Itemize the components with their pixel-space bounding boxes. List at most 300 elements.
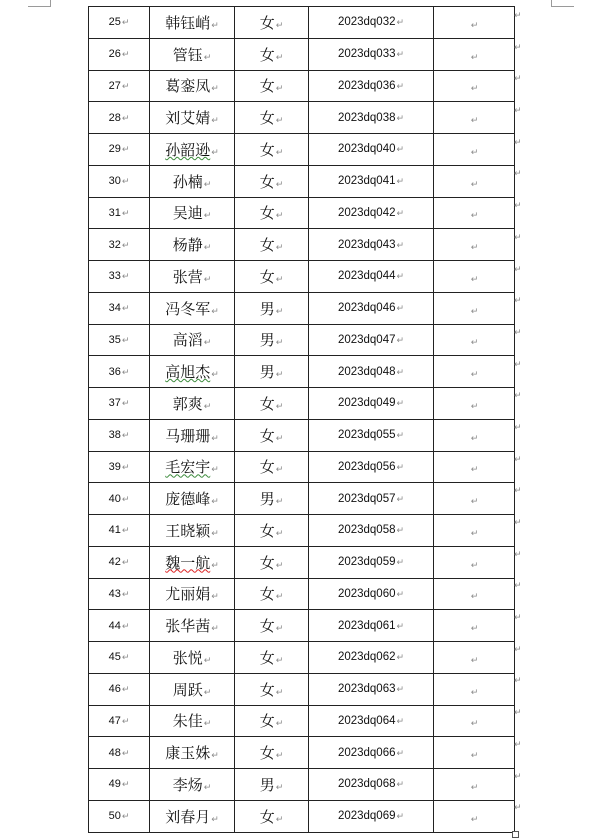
student-gender[interactable] [235, 673, 309, 705]
table-row [89, 229, 515, 261]
cell-end-mark: ↵ [396, 113, 405, 124]
cell-end-mark: ↵ [275, 433, 284, 444]
cell-end-mark: ↵ [470, 528, 479, 539]
student-gender-text: 女 [259, 426, 275, 445]
cell-end-mark: ↵ [470, 84, 479, 95]
table-row [89, 38, 515, 70]
student-id-text: 2023dq056 [337, 460, 396, 473]
row-number[interactable] [89, 165, 150, 197]
table-row [89, 356, 515, 388]
student-gender[interactable] [235, 642, 309, 674]
row-number-text: 35 [108, 333, 121, 346]
student-id-text: 2023dq043 [337, 238, 396, 251]
row-number[interactable] [89, 578, 150, 610]
cell-end-mark: ↵ [470, 687, 479, 698]
cell-end-mark: ↵ [396, 50, 405, 61]
student-name-text: 毛宏宇 [165, 458, 211, 477]
cell-end-mark: ↵ [470, 719, 479, 730]
cell-end-mark: ↵ [275, 179, 284, 190]
remarks-cell[interactable] [434, 261, 515, 293]
student-name[interactable] [150, 610, 235, 642]
student-id[interactable] [309, 165, 434, 197]
cell-end-mark: ↵ [275, 751, 284, 762]
row-number[interactable] [89, 356, 150, 388]
student-name[interactable] [150, 38, 235, 70]
remarks-cell[interactable] [434, 451, 515, 483]
table-row [89, 70, 515, 102]
student-id[interactable] [309, 800, 434, 832]
cell-end-mark: ↵ [470, 116, 479, 127]
remarks-cell[interactable] [434, 102, 515, 134]
student-name[interactable] [150, 70, 235, 102]
cell-end-mark: ↵ [470, 274, 479, 285]
cell-end-mark: ↵ [470, 751, 479, 762]
cell-end-mark: ↵ [121, 335, 130, 346]
student-gender-text: 女 [259, 236, 275, 255]
student-id-text: 2023dq040 [337, 143, 396, 156]
student-id[interactable] [309, 705, 434, 737]
student-id[interactable] [309, 356, 434, 388]
student-gender-text: 女 [259, 172, 275, 191]
remarks-cell[interactable] [434, 483, 515, 515]
student-gender[interactable] [235, 229, 309, 261]
cell-end-mark: ↵ [275, 782, 284, 793]
remarks-cell[interactable] [434, 165, 515, 197]
cell-end-mark: ↵ [470, 147, 479, 158]
row-number-text: 40 [108, 492, 121, 505]
cell-end-mark: ↵ [121, 113, 130, 124]
remarks-cell[interactable] [434, 610, 515, 642]
table-row [89, 515, 515, 547]
cell-end-mark: ↵ [203, 401, 212, 412]
cell-end-mark: ↵ [211, 592, 219, 603]
table-row [89, 261, 515, 293]
student-id[interactable] [309, 70, 434, 102]
cell-end-mark: ↵ [275, 338, 284, 349]
student-name-text: 康玉姝 [165, 744, 211, 763]
student-gender-text: 女 [259, 712, 275, 731]
row-number[interactable] [89, 102, 150, 134]
student-name-text: 韩钰峭 [165, 13, 211, 32]
row-number-text: 42 [108, 556, 121, 569]
cell-end-mark: ↵ [470, 306, 479, 317]
row-number-text: 46 [108, 683, 121, 696]
remarks-cell[interactable] [434, 546, 515, 578]
cell-end-mark: ↵ [211, 306, 219, 317]
student-id[interactable] [309, 642, 434, 674]
cell-end-mark: ↵ [121, 367, 130, 378]
remarks-cell[interactable] [434, 800, 515, 832]
cell-end-mark: ↵ [275, 560, 284, 571]
cell-end-mark: ↵ [275, 624, 284, 635]
student-roster-table [88, 6, 515, 833]
cell-end-mark: ↵ [470, 52, 479, 63]
table-row [89, 419, 515, 451]
student-gender[interactable] [235, 769, 309, 801]
student-id-text: 2023dq041 [337, 175, 396, 188]
student-gender[interactable] [235, 610, 309, 642]
student-gender[interactable] [235, 451, 309, 483]
student-name[interactable] [150, 388, 235, 420]
cell-end-mark: ↵ [396, 145, 405, 156]
student-name[interactable] [150, 7, 235, 39]
student-id-text: 2023dq059 [337, 556, 396, 569]
row-number[interactable] [89, 38, 150, 70]
student-gender[interactable] [235, 419, 309, 451]
student-name[interactable] [150, 134, 235, 166]
student-id-text: 2023dq038 [337, 111, 396, 124]
student-name-text: 王晓颖 [165, 521, 211, 540]
row-number-text: 37 [108, 397, 121, 410]
cell-end-mark: ↵ [211, 433, 219, 444]
table-row [89, 705, 515, 737]
row-number-text: 39 [108, 460, 121, 473]
row-end-mark: ↵ [514, 739, 522, 750]
student-name-text: 高滔 [172, 331, 203, 350]
page-corner-mark-left [28, 0, 51, 7]
remarks-cell[interactable] [434, 673, 515, 705]
cell-end-mark: ↵ [470, 465, 479, 476]
row-number-text: 25 [108, 16, 121, 29]
cell-end-mark: ↵ [275, 655, 284, 666]
student-gender-text: 男 [259, 775, 275, 794]
student-name[interactable] [150, 578, 235, 610]
row-number-text: 41 [108, 524, 121, 537]
student-id[interactable] [309, 515, 434, 547]
table-resize-handle[interactable] [512, 831, 519, 838]
row-number[interactable] [89, 229, 150, 261]
cell-end-mark: ↵ [396, 272, 405, 283]
remarks-cell[interactable] [434, 737, 515, 769]
student-name[interactable] [150, 800, 235, 832]
row-number[interactable] [89, 451, 150, 483]
student-id-text: 2023dq069 [337, 810, 396, 823]
row-number[interactable] [89, 324, 150, 356]
student-id-text: 2023dq033 [337, 48, 396, 61]
table-row [89, 610, 515, 642]
student-name-text: 周跃 [172, 680, 203, 699]
row-end-mark: ↵ [514, 327, 522, 338]
row-number[interactable] [89, 134, 150, 166]
student-gender[interactable] [235, 546, 309, 578]
row-end-mark: ↵ [514, 201, 522, 212]
cell-end-mark: ↵ [211, 84, 219, 95]
table-row [89, 7, 515, 39]
remarks-cell[interactable] [434, 578, 515, 610]
student-gender-text: 女 [259, 807, 275, 826]
remarks-cell[interactable] [434, 515, 515, 547]
student-name[interactable] [150, 197, 235, 229]
student-gender[interactable] [235, 261, 309, 293]
student-id[interactable] [309, 324, 434, 356]
row-number[interactable] [89, 642, 150, 674]
row-end-mark: ↵ [514, 359, 522, 370]
row-number[interactable] [89, 515, 150, 547]
student-gender[interactable] [235, 705, 309, 737]
student-name[interactable] [150, 165, 235, 197]
row-number[interactable] [89, 800, 150, 832]
student-name-text: 杨静 [172, 236, 203, 255]
student-id-text: 2023dq044 [337, 270, 396, 283]
student-name[interactable] [150, 261, 235, 293]
cell-end-mark: ↵ [275, 147, 284, 158]
cell-end-mark: ↵ [211, 528, 219, 539]
student-name[interactable] [150, 705, 235, 737]
cell-end-mark: ↵ [203, 338, 212, 349]
student-name-text: 刘艾婧 [165, 109, 211, 128]
student-id[interactable] [309, 769, 434, 801]
student-id[interactable] [309, 388, 434, 420]
cell-end-mark: ↵ [121, 621, 130, 632]
student-gender[interactable] [235, 578, 309, 610]
student-gender-text: 女 [259, 617, 275, 636]
cell-end-mark: ↵ [275, 528, 284, 539]
cell-end-mark: ↵ [203, 274, 212, 285]
student-name-text: 葛銮凤 [165, 77, 211, 96]
page-corner-mark-right [551, 0, 574, 7]
cell-end-mark: ↵ [396, 18, 405, 29]
cell-end-mark: ↵ [211, 147, 219, 158]
remarks-cell[interactable] [434, 7, 515, 39]
row-number-text: 29 [108, 143, 121, 156]
student-name[interactable] [150, 737, 235, 769]
cell-end-mark: ↵ [396, 812, 405, 823]
student-id[interactable] [309, 38, 434, 70]
remarks-cell[interactable] [434, 419, 515, 451]
row-end-mark: ↵ [514, 676, 522, 687]
student-name[interactable] [150, 642, 235, 674]
student-gender[interactable] [235, 356, 309, 388]
row-end-mark: ↵ [514, 296, 522, 307]
row-number[interactable] [89, 388, 150, 420]
student-name-text: 高旭杰 [165, 363, 211, 382]
cell-end-mark: ↵ [121, 81, 130, 92]
cell-end-mark: ↵ [275, 719, 284, 730]
student-gender-text: 女 [259, 521, 275, 540]
student-name-text: 尤丽娟 [165, 585, 211, 604]
student-id[interactable] [309, 419, 434, 451]
cell-end-mark: ↵ [275, 274, 284, 285]
student-gender[interactable] [235, 7, 309, 39]
row-number[interactable] [89, 197, 150, 229]
cell-end-mark: ↵ [275, 211, 284, 222]
student-name[interactable] [150, 451, 235, 483]
student-name[interactable] [150, 356, 235, 388]
cell-end-mark: ↵ [396, 494, 405, 505]
remarks-cell[interactable] [434, 134, 515, 166]
row-number[interactable] [89, 483, 150, 515]
student-id[interactable] [309, 134, 434, 166]
student-id[interactable] [309, 261, 434, 293]
cell-end-mark: ↵ [203, 687, 212, 698]
cell-end-mark: ↵ [211, 370, 219, 381]
row-end-mark: ↵ [514, 771, 522, 782]
cell-end-mark: ↵ [121, 177, 130, 188]
remarks-cell[interactable] [434, 70, 515, 102]
student-gender-text: 女 [259, 267, 275, 286]
student-name[interactable] [150, 673, 235, 705]
cell-end-mark: ↵ [275, 52, 284, 63]
student-name[interactable] [150, 419, 235, 451]
student-gender[interactable] [235, 737, 309, 769]
cell-end-mark: ↵ [203, 179, 212, 190]
student-id-text: 2023dq055 [337, 429, 396, 442]
cell-end-mark: ↵ [121, 526, 130, 537]
cell-end-mark: ↵ [470, 624, 479, 635]
cell-end-mark: ↵ [275, 306, 284, 317]
cell-end-mark: ↵ [121, 431, 130, 442]
row-end-mark: ↵ [514, 169, 522, 180]
remarks-cell[interactable] [434, 388, 515, 420]
student-id[interactable] [309, 483, 434, 515]
student-name-text: 孙楠 [172, 172, 203, 191]
cell-end-mark: ↵ [396, 685, 405, 696]
row-number[interactable] [89, 769, 150, 801]
cell-end-mark: ↵ [470, 370, 479, 381]
student-id[interactable] [309, 546, 434, 578]
student-name-text: 管钰 [172, 45, 203, 64]
row-number[interactable] [89, 7, 150, 39]
cell-end-mark: ↵ [211, 20, 219, 31]
remarks-cell[interactable] [434, 38, 515, 70]
cell-end-mark: ↵ [470, 782, 479, 793]
table-row [89, 451, 515, 483]
student-name[interactable] [150, 483, 235, 515]
cell-end-mark: ↵ [275, 370, 284, 381]
cell-end-mark: ↵ [396, 208, 405, 219]
cell-end-mark: ↵ [121, 494, 130, 505]
cell-end-mark: ↵ [211, 624, 219, 635]
student-gender-text: 女 [259, 140, 275, 159]
cell-end-mark: ↵ [470, 401, 479, 412]
row-number-text: 36 [108, 365, 121, 378]
cell-end-mark: ↵ [396, 748, 405, 759]
student-gender[interactable] [235, 483, 309, 515]
cell-end-mark: ↵ [275, 497, 284, 508]
row-end-mark: ↵ [514, 644, 522, 655]
student-name-text: 郭爽 [172, 394, 203, 413]
student-id[interactable] [309, 197, 434, 229]
row-number[interactable] [89, 705, 150, 737]
student-gender[interactable] [235, 197, 309, 229]
student-id-text: 2023dq046 [337, 302, 396, 315]
student-id[interactable] [309, 102, 434, 134]
student-gender[interactable] [235, 70, 309, 102]
remarks-cell[interactable] [434, 769, 515, 801]
student-id[interactable] [309, 292, 434, 324]
student-id[interactable] [309, 229, 434, 261]
student-gender-text: 男 [259, 363, 275, 382]
row-number[interactable] [89, 737, 150, 769]
student-gender-text: 女 [259, 648, 275, 667]
cell-end-mark: ↵ [275, 592, 284, 603]
student-gender-text: 男 [259, 299, 275, 318]
row-number[interactable] [89, 261, 150, 293]
student-id[interactable] [309, 578, 434, 610]
student-gender[interactable] [235, 800, 309, 832]
cell-end-mark: ↵ [396, 589, 405, 600]
row-number[interactable] [89, 673, 150, 705]
cell-end-mark: ↵ [470, 592, 479, 603]
student-id[interactable] [309, 610, 434, 642]
table-row [89, 642, 515, 674]
cell-end-mark: ↵ [275, 687, 284, 698]
student-gender[interactable] [235, 388, 309, 420]
student-name[interactable] [150, 102, 235, 134]
row-number-text: 49 [108, 778, 121, 791]
cell-end-mark: ↵ [275, 814, 284, 825]
student-gender[interactable] [235, 102, 309, 134]
remarks-cell[interactable] [434, 324, 515, 356]
student-id-text: 2023dq042 [337, 206, 396, 219]
student-name-text: 庞德峰 [165, 490, 211, 509]
student-name[interactable] [150, 292, 235, 324]
remarks-cell[interactable] [434, 292, 515, 324]
row-number[interactable] [89, 419, 150, 451]
row-number-text: 34 [108, 302, 121, 315]
student-id[interactable] [309, 7, 434, 39]
student-gender[interactable] [235, 38, 309, 70]
cell-end-mark: ↵ [470, 20, 479, 31]
cell-end-mark: ↵ [275, 116, 284, 127]
student-id[interactable] [309, 451, 434, 483]
remarks-cell[interactable] [434, 356, 515, 388]
row-number-text: 28 [108, 111, 121, 124]
student-id[interactable] [309, 737, 434, 769]
cell-end-mark: ↵ [121, 812, 130, 823]
student-gender[interactable] [235, 165, 309, 197]
student-gender[interactable] [235, 515, 309, 547]
row-number[interactable] [89, 292, 150, 324]
student-name-text: 张营 [172, 267, 203, 286]
row-end-mark: ↵ [514, 391, 522, 402]
student-name-text: 吴迪 [172, 204, 203, 223]
row-number[interactable] [89, 546, 150, 578]
remarks-cell[interactable] [434, 229, 515, 261]
cell-end-mark: ↵ [121, 272, 130, 283]
student-name[interactable] [150, 324, 235, 356]
student-gender[interactable] [235, 292, 309, 324]
cell-end-mark: ↵ [396, 399, 405, 410]
student-name[interactable] [150, 546, 235, 578]
cell-end-mark: ↵ [211, 497, 219, 508]
student-gender[interactable] [235, 324, 309, 356]
student-name[interactable] [150, 769, 235, 801]
student-gender-text: 女 [259, 204, 275, 223]
remarks-cell[interactable] [434, 705, 515, 737]
student-id-text: 2023dq036 [337, 79, 396, 92]
row-end-mark: ↵ [514, 42, 522, 53]
cell-end-mark: ↵ [211, 465, 219, 476]
row-end-mark: ↵ [514, 74, 522, 85]
cell-end-mark: ↵ [470, 433, 479, 444]
table-row [89, 102, 515, 134]
student-name-text: 刘春月 [165, 807, 211, 826]
table-row [89, 483, 515, 515]
cell-end-mark: ↵ [121, 780, 130, 791]
student-gender-text: 女 [259, 13, 275, 32]
row-number[interactable] [89, 70, 150, 102]
cell-end-mark: ↵ [275, 84, 284, 95]
student-name[interactable] [150, 229, 235, 261]
cell-end-mark: ↵ [396, 780, 405, 791]
student-id[interactable] [309, 673, 434, 705]
remarks-cell[interactable] [434, 197, 515, 229]
student-gender[interactable] [235, 134, 309, 166]
remarks-cell[interactable] [434, 642, 515, 674]
row-number[interactable] [89, 610, 150, 642]
student-name[interactable] [150, 515, 235, 547]
